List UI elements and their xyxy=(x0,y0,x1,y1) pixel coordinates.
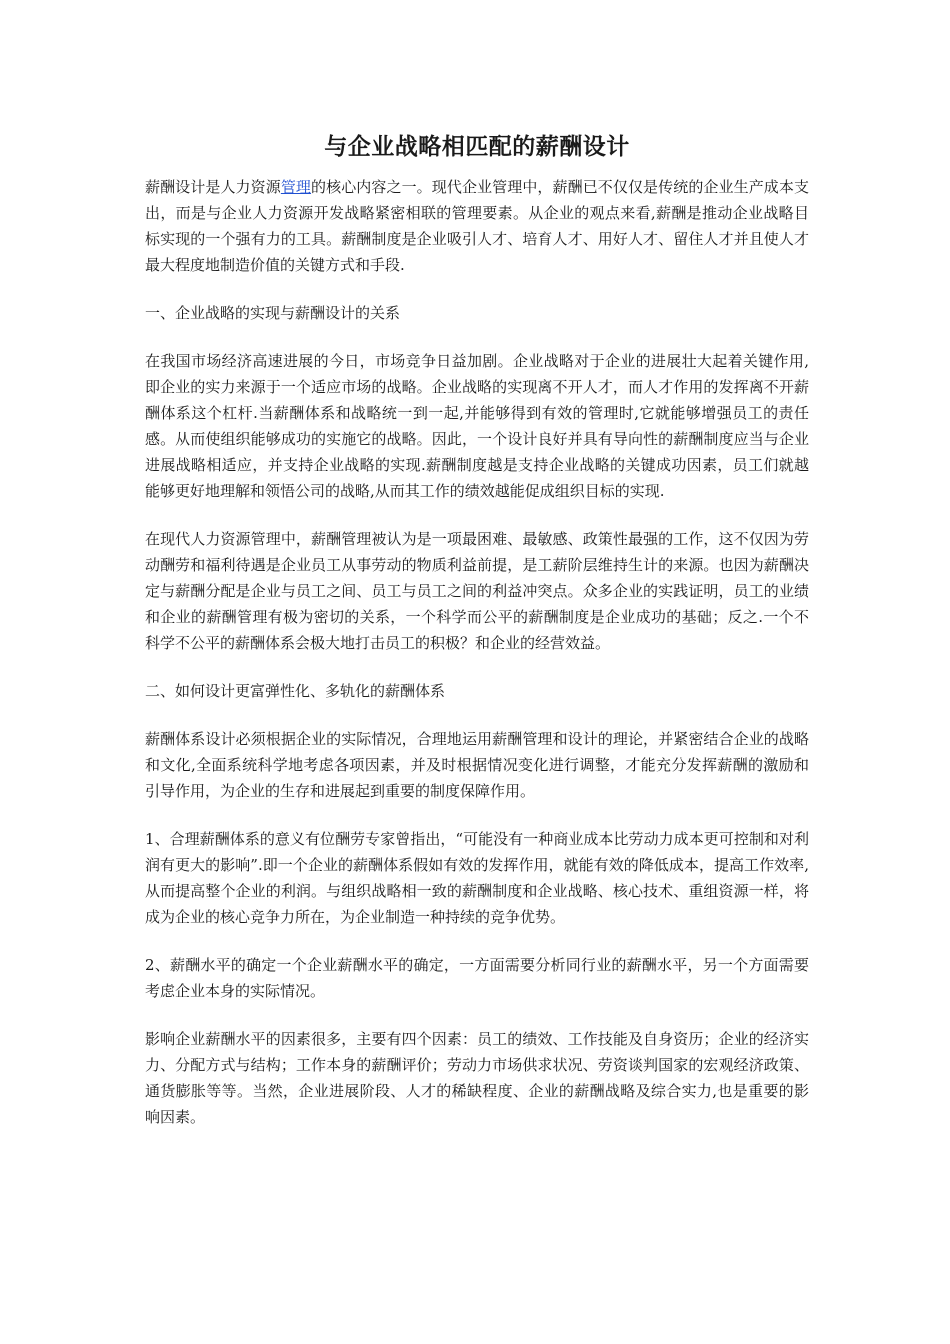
section-2-paragraph-2: 1、合理薪酬体系的意义有位酬劳专家曾指出，“可能没有一种商业成本比劳动力成本更可控制和对利润有更大的影响”.即一个企业的薪酬体系假如有效的发挥作用，就能有效的降低成本，提高工作效率,从而提高整个企业的利润。与组织战略相一致的薪酬制度和企业战略、核心技术、重组资源一样，将成为企业的核心竞争力所在，为企业制造一种持续的竞争优势。 xyxy=(145,830,809,926)
document-title: 与企业战略相匹配的薪酬设计 xyxy=(324,133,630,160)
intro-paragraph xyxy=(145,174,809,278)
section-1-paragraph-2: 在现代人力资源管理中，薪酬管理被认为是一项最困难、最敏感、政策性最强的工作，这不仅因为劳动酬劳和福利待遇是企业员工从事劳动的物质利益前提，是工薪阶层维持生计的来源。也因为薪酬决定与薪酬分配是企业与员工之间、员工与员工之间的利益冲突点。众多企业的实践证明，员工的业绩和企业的薪酬管理有极为密切的关系，一个科学而公平的薪酬制度是企业成功的基础；反之.一个不科学不公平的薪酬体系会极大地打击员工的积极？和企业的经营效益。 xyxy=(145,530,809,652)
section-2-heading: 二、如何设计更富弹性化、多轨化的薪酬体系 xyxy=(145,682,446,700)
section-2-paragraph-1: 薪酬体系设计必须根据企业的实际情况，合理地运用薪酬管理和设计的理论，并紧密结合企业的战略和文化,全面系统科学地考虑各项因素，并及时根据情况变化进行调整，才能充分发挥薪酬的激励和引导作用，为企业的生存和进展起到重要的制度保障作用。 xyxy=(145,730,809,800)
section-2-paragraph-4: 影响企业薪酬水平的因素很多，主要有四个因素：员工的绩效、工作技能及自身资历；企业的经济实力、分配方式与结构；工作本身的薪酬评价；劳动力市场供求状况、劳资谈判国家的宏观经济政策、通货膨胀等等。当然，企业进展阶段、人才的稀缺程度、企业的薪酬战略及综合实力,也是重要的影响因素。 xyxy=(145,1030,809,1126)
management-link[interactable]: 管理 xyxy=(280,178,312,196)
document-body xyxy=(145,130,809,1152)
section-1-heading: 一、企业战略的实现与薪酬设计的关系 xyxy=(145,304,401,322)
section-1-paragraph-1: 在我国市场经济高速进展的今日，市场竞争日益加剧。企业战略对于企业的进展壮大起着关键作用,即企业的实力来源于一个适应市场的战略。企业战略的实现离不开人才，而人才作用的发挥离不开薪酬体系这个杠杆.当薪酬体系和战略统一到一起,并能够得到有效的管理时,它就能够增强员工的责任感。从而使组织能够成功的实施它的战略。因此，一个设计良好并具有导向性的薪酬制度应当与企业进展战略相适应，并支持企业战略的实现.薪酬制度越是支持企业战略的关键成功因素，员工们就越能够更好地理解和领悟公司的战略,从而其工作的绩效越能促成组织目标的实现. xyxy=(145,352,809,500)
intro-text-end: 的核心内容之一。现代企业管理中，薪酬已不仅仅是传统的企业生产成本支出，而是与企业人力资源开发战略紧密相联的管理要素。从企业的观点来看,薪酬是推动企业战略目标实现的一个强有力的工具。薪酬制度是企业吸引人才、培育人才、用好人才、留住人才并且使人才最大程度地制造价值的关键方式和手段. xyxy=(145,178,809,274)
section-2-paragraph-3: 2、薪酬水平的确定一个企业薪酬水平的确定，一方面需要分析同行业的薪酬水平，另一个方面需要考虑企业本身的实际情况。 xyxy=(145,956,809,1000)
intro-text-start: 薪酬设计是人力资源 xyxy=(145,178,281,196)
